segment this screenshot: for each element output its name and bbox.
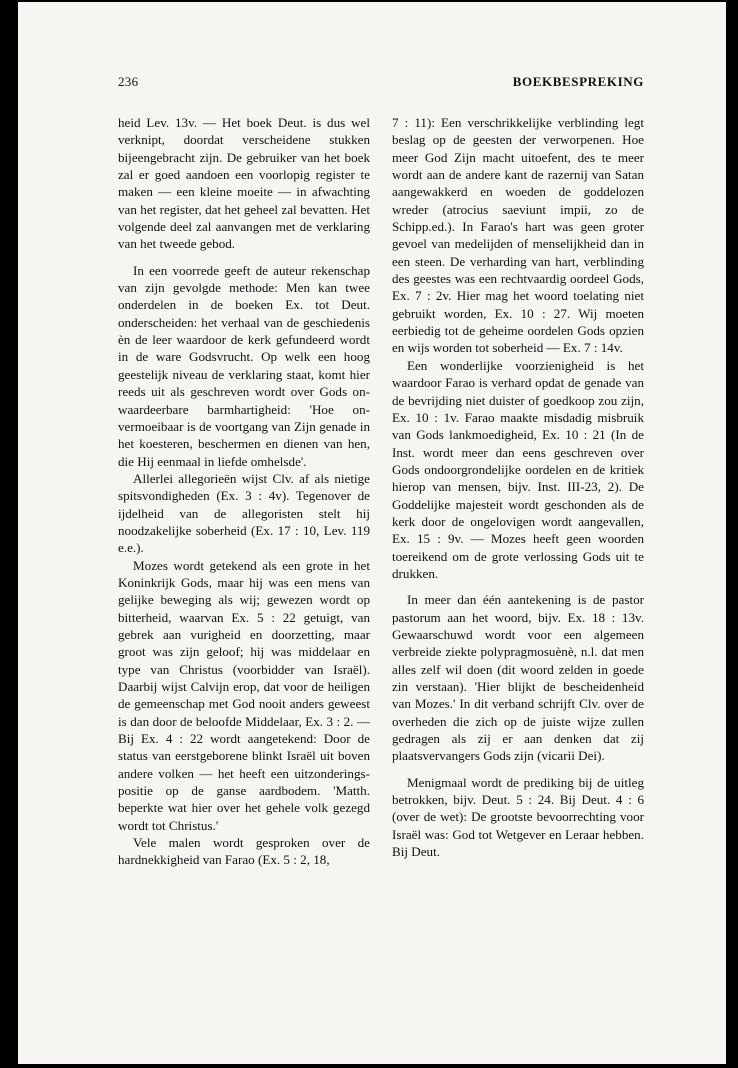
- paragraph: In meer dan één aantekening is de pastor pastorum aan het woord, bijv. Ex. 18 : 13v. Gewaarschuwd wordt voor een algemeen verbreide ziekte polypragmosuènè, n.l. dat men alles zelf wil doen (dit woord zelden in goede zin verstaan). 'Hier blijkt de bescheidenheid van Mozes.' In dit verband schrijft Clv. over de overheden die zich op de juiste wijze zullen gedragen als zij er aan denken dat zij plaatsvervangers Gods zijn (vicarii Dei).: [392, 592, 644, 764]
- page-number: 236: [118, 74, 139, 89]
- paragraph: Allerlei allegorieën wijst Clv. af als nietige spitsvondigheden (Ex. 3 : 4v). Tegenover de ijdelheid van de allegoristen stelt hij noodzakelijke soberheid (Ex. 17 : 10, Lev. 119 e.e.).: [118, 470, 370, 556]
- book-page: [18, 2, 726, 1064]
- paragraph: Mozes wordt getekend als een grote in het Koninkrijk Gods, maar hij was een mens van gelijke beweging als wij; gewezen wordt op bitterheid, waarvan Ex. 5 : 22 getuigt, van gebrek aan vurigheid en doorzetting, maar groot was zijn geloof; hij was middelaar en type van Christus (voorbidder van Israël). Daarbij wijst Calvijn erop, dat voor de heiligen de gemeenschap met God nooit anders geweest is dan door de beloofde Middelaar, Ex. 3 : 2. — Bij Ex. 4 : 22 wordt aangetekend: Door de status van eerstgeborene blinkt Israël uit boven andere volken — het heeft een uitzonderingspositie op de ganse aardbodem. 'Matth. beperkte wat hier over het gehele volk gezegd wordt tot Christus.': [118, 557, 370, 833]
- paragraph: Menigmaal wordt de prediking bij de uitleg betrokken, bijv. Deut. 5 : 24. Bij Deut. 4 : 6 (over de wet): De grootste bevoorrechting voor Israël was: God tot Wetgever en Leraar hebben. Bij Deut.: [392, 774, 644, 860]
- paragraph: Vele malen wordt gesproken over de hardnekkigheid van Farao (Ex. 5 : 2, 18,: [118, 835, 370, 868]
- left-column: [118, 114, 370, 869]
- paragraph: In een voorrede geeft de auteur rekenschap van zijn gevolgde methode: Men kan twee onderdelen in de boeken Ex. tot Deut. onderscheiden: het verhaal van de geschiedenis èn de leer waardoor de kerk gefundeerd wordt in de ware Godsvrucht. Op welk een hoog geestelijk niveau de verklaring staat, komt hier reeds uit als geschreven wordt over Gods onwaardeerbare barmhartigheid: 'Hoe onvermoeibaar is de voortgang van Zijn genade in het koesteren, beschermen en dienen van hen, die Hij eenmaal in liefde omhelsde'.: [118, 262, 370, 469]
- paragraph: heid Lev. 13v. — Het boek Deut. is dus wel verknipt, doordat verscheidene stukken bijeengebracht zijn. De gebruiker van het boek zal er goed aandoen een voorlopig register te maken — een kleine moeite — in afwachting van het register, dat het geheel zal bevatten. Het volgende deel zal aanvangen met de verklaring van het tweede gebod.: [118, 115, 370, 252]
- paragraph: Een wonderlijke voorzienigheid is het waardoor Farao is verhard opdat de genade van de bevrijding niet duister of goedkoop zou zijn, Ex. 10 : 1v. Farao maakte misdadig misbruik van Gods lankmoedigheid, Ex. 10 : 21 (In de Inst. wordt meer dan eens geschreven over Gods ondoorgrondelijke oordelen en de kritiek hierop van mensen, bijv. Inst. III-23, 2). De Goddelijke majesteit wordt geschonden als de kerk door de ongelovigen wordt aangevallen, Ex. 15 : 9v. — Mozes heeft geen woorden toereikend om de grote verlossing Gods uit te drukken.: [392, 357, 644, 581]
- section-title: BOEKBESPREKING: [512, 74, 644, 89]
- running-header: [118, 74, 644, 94]
- right-column: [392, 114, 644, 860]
- paragraph: 7 : 11): Een verschrikkelijke verblinding legt beslag op de geesten der verworpenen. Hoe meer God Zijn macht uitoefent, des te meer wordt aan de andere kant de razernij van Satan aangewakkerd en woeden de goddelozen wreder (atrocius saeviunt impii, zo de Schipp.ed.). In Farao's hart was geen groter gevoel van medelijden of menselijkheid dan in een steen. De verharding van hart, verblinding des geestes was een rechtvaardig oordeel Gods, Ex. 7 : 2v. Hier mag het woord toelating niet gebruikt worden, Ex. 10 : 27. Wij moeten eerbiedig tot de geheime oordelen Gods opzien en wijs worden tot soberheid — Ex. 7 : 14v.: [392, 115, 644, 356]
